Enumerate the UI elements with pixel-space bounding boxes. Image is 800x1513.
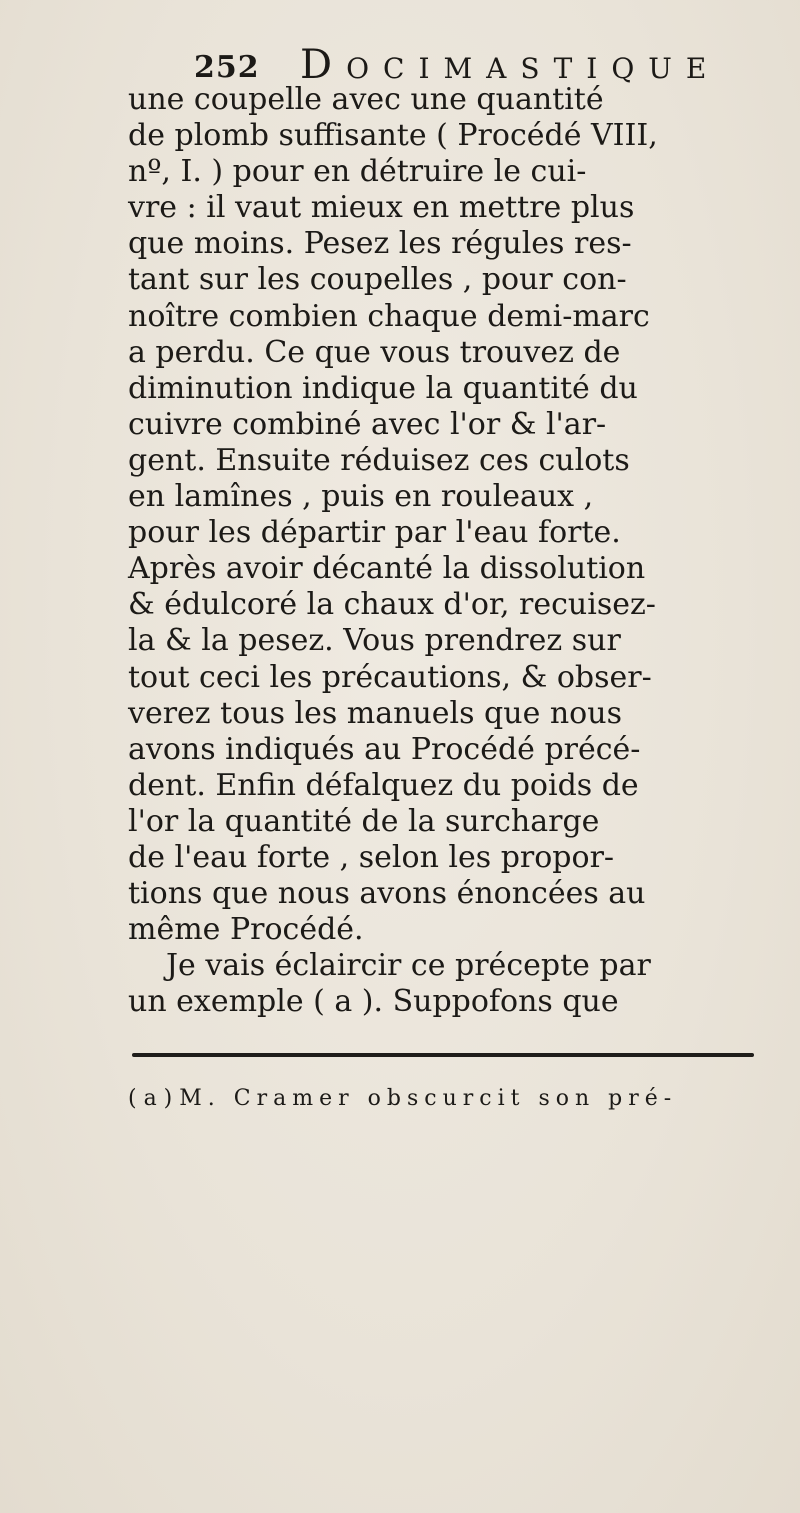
text-line: la & la pesez. Vous prendrez sur bbox=[128, 623, 621, 659]
text-line: & édulcoré la chaux d'or, recuisez- bbox=[128, 587, 656, 623]
text-line: noître combien chaque demi-marc bbox=[128, 298, 650, 334]
footnote bbox=[128, 1086, 768, 1111]
text-line: a perdu. Ce que vous trouvez de bbox=[128, 334, 621, 370]
text-line: de l'eau forte , selon les propor- bbox=[128, 839, 615, 875]
text-line: dent. Enfin défalquez du poids de bbox=[128, 767, 639, 803]
text-line: une coupelle avec une quantité bbox=[128, 82, 604, 117]
text-line: pour les départir par l'eau forte. bbox=[128, 515, 621, 551]
text-line: de plomb suffisante ( Procédé VIII, bbox=[128, 118, 658, 154]
text-line: en lamînes , puis en rouleaux , bbox=[128, 479, 594, 515]
main-text bbox=[128, 82, 768, 1020]
text-line: nº, I. ) pour en détruire le cui- bbox=[128, 154, 587, 190]
text-line: tout ceci les précautions, & obser- bbox=[128, 659, 652, 695]
running-title: Docimastique bbox=[300, 42, 721, 88]
text-line: Après avoir décanté la dissolution bbox=[128, 551, 646, 587]
text-line: l'or la quantité de la surcharge bbox=[128, 803, 600, 839]
text-line: verez tous les manuels que nous bbox=[128, 695, 622, 731]
text-line: Je vais éclaircir ce précepte par bbox=[166, 948, 651, 984]
text-line: que moins. Pesez les régules res- bbox=[128, 226, 632, 262]
text-line: avons indiqués au Procédé précé- bbox=[128, 731, 641, 767]
page-number: 252 bbox=[194, 50, 260, 85]
text-line: cuivre combiné avec l'or & l'ar- bbox=[128, 406, 607, 442]
text-line: un exemple ( a ). Suppofons que bbox=[128, 984, 619, 1020]
text-line: même Procédé. bbox=[128, 912, 364, 948]
text-line: tant sur les coupelles , pour con- bbox=[128, 262, 627, 298]
footnote-text: M. Cramer obscurcit son pré- bbox=[179, 1086, 678, 1111]
text-line: tions que nous avons énoncées au bbox=[128, 876, 646, 912]
text-line: diminution indique la quantité du bbox=[128, 370, 638, 406]
footnote-marker: ( a ) bbox=[128, 1086, 173, 1111]
text-line: vre : il vaut mieux en mettre plus bbox=[128, 190, 635, 226]
text-line: gent. Ensuite réduisez ces culots bbox=[128, 442, 630, 478]
footnote-divider bbox=[132, 1053, 754, 1057]
